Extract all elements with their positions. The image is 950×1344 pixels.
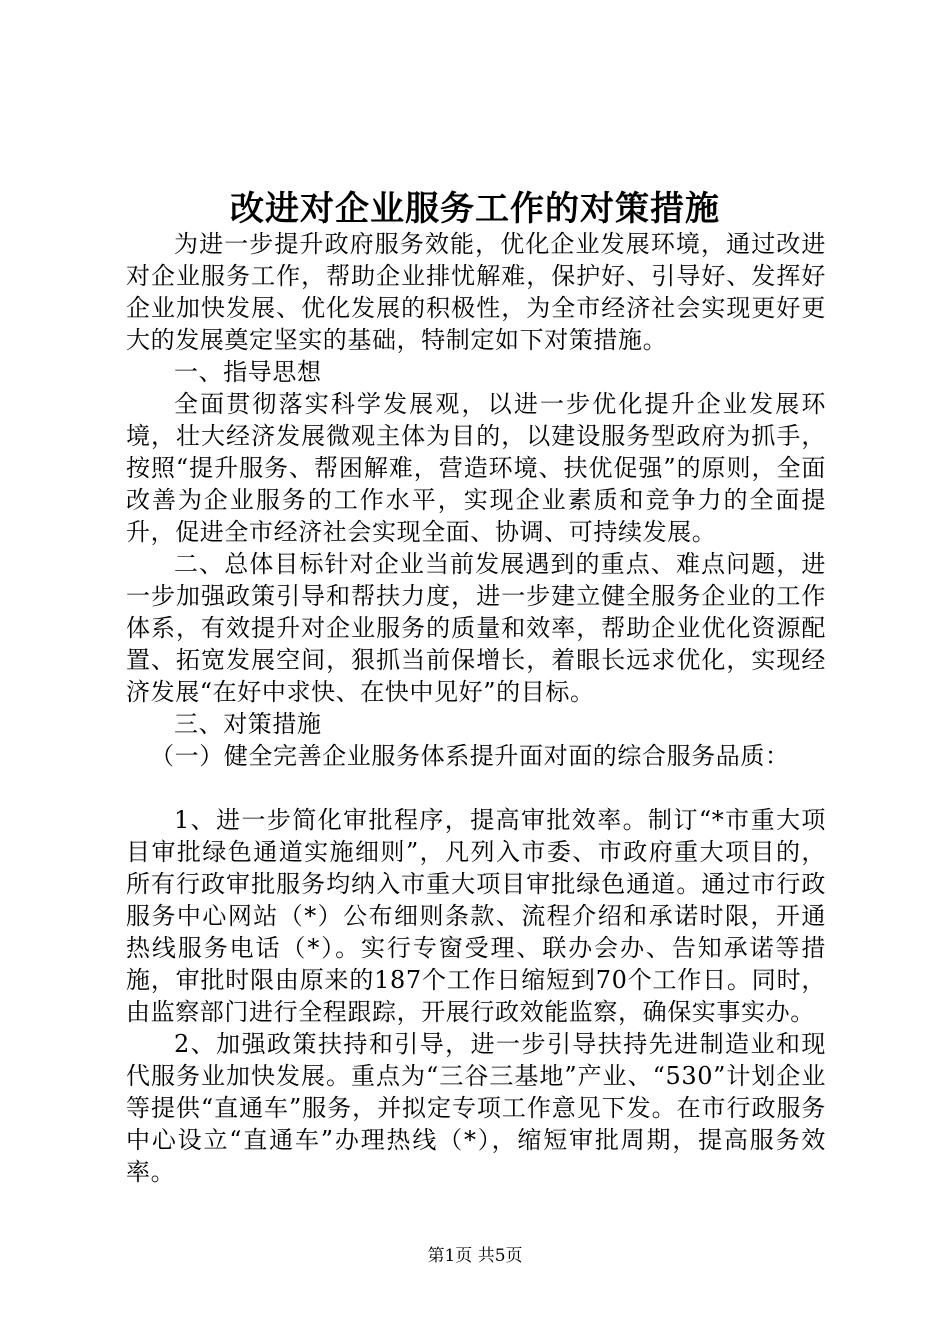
measure-item-1: 1、进一步简化审批程序，提高审批效率。制订“*市重大项目审批绿色通道实施细则”，凡列入市委、市政府重大项目的，所有行政审批服务均纳入市重大项目审批绿色通道。通过市行政服务中心网站（*）公布细则条款、流程介绍和承诺时限，开通热线服务电话（*）。实行专窗受理、联办会办、告知承诺等措施，审批时限由原来的187个工作日缩短到70个工作日。同时，由监察部门进行全程跟踪，开展行政效能监察，确保实事实办。 <box>126 806 826 1026</box>
measure-item-2: 2、加强政策扶持和引导，进一步引导扶持先进制造业和现代服务业加快发展。重点为“三谷三基地”产业、“530”计划企业等提供“直通车”服务，并拟定专项工作意见下发。在市行政服务中心设立“直通车”办理热线（*），缩短审批周期，提高服务效率。 <box>126 1030 826 1186</box>
document-body <box>126 228 826 1188</box>
intro-paragraph: 为进一步提升政府服务效能，优化企业发展环境，通过改进对企业服务工作，帮助企业排忧解难，保护好、引导好、发挥好企业加快发展、优化发展的积极性，为全市经济社会实现更好更大的发展奠定坚实的基础，特制定如下对策措施。 <box>126 230 826 354</box>
overall-goal-paragraph: 二、总体目标针对企业当前发展遇到的重点、难点问题，进一步加强政策引导和帮扶力度，进一步建立健全服务企业的工作体系，有效提升对企业服务的质量和效率，帮助企业优化资源配置、拓宽发展空间，狠抓当前保增长，着眼长远求优化，实现经济发展“在好中求快、在快中见好”的目标。 <box>126 550 826 706</box>
section-heading-guiding-ideology: 一、指导思想 <box>174 358 322 386</box>
section-heading-countermeasures: 三、对策措施 <box>174 710 322 738</box>
guiding-ideology-paragraph: 全面贯彻落实科学发展观，以进一步优化提升企业发展环境，壮大经济发展微观主体为目的，以建设服务型政府为抓手，按照“提升服务、帮困解难，营造环境、扶优促强”的原则，全面改善为企业服务的工作水平，实现企业素质和竞争力的全面提升，促进全市经济社会实现全面、协调、可持续发展。 <box>126 390 826 546</box>
document-title: 改进对企业服务工作的对策措施 <box>230 189 720 229</box>
subsection-heading-service-system: （一）健全完善企业服务体系提升面对面的综合服务品质： <box>150 742 790 770</box>
page-footer: 第1页 共5页 <box>427 1246 523 1266</box>
